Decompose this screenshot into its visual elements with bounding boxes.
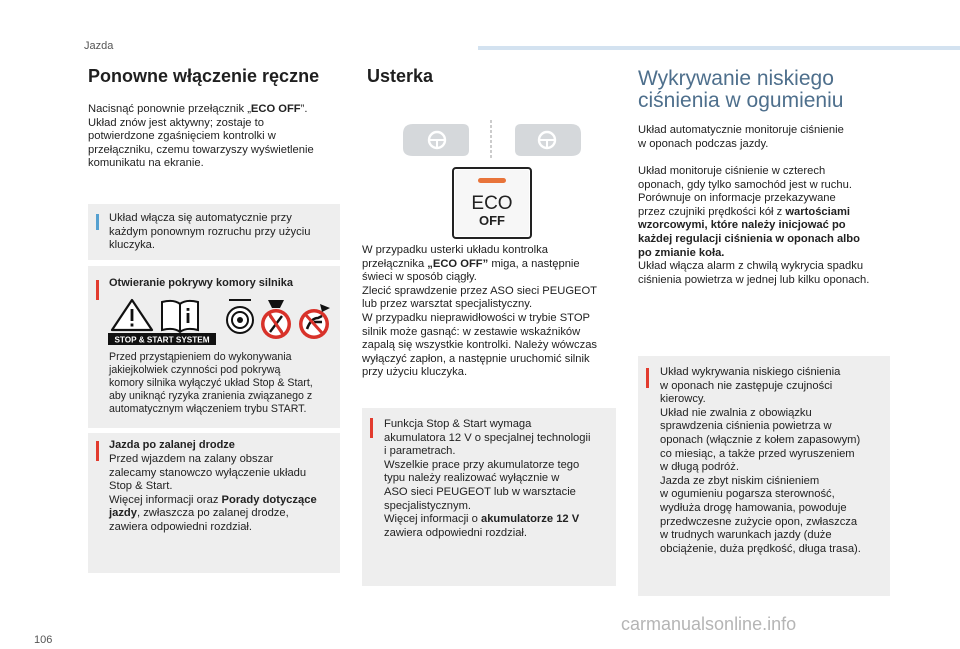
col3-title-line1: Wykrywanie niskiego bbox=[638, 67, 834, 90]
warning-icon bbox=[96, 280, 99, 300]
text-line: przez czujniki prędkości kół z wartościami bbox=[638, 205, 851, 218]
text-line: Układ nie zwalnia z obowiązku bbox=[660, 406, 812, 419]
col2-title: Usterka bbox=[367, 66, 434, 86]
col3-title bbox=[638, 68, 918, 112]
text-line: Przed przystąpieniem do wykonywania bbox=[109, 351, 292, 363]
bonnet-pictograms bbox=[108, 296, 334, 346]
text-line: jakiejkolwiek czynności pod pokrywą bbox=[109, 363, 281, 376]
text-line: Zlecić sprawdzenie przez ASO sieci PEUGEOT bbox=[362, 284, 598, 297]
text-line: ciśnienia powietrza w jednej lub kilku oponach. bbox=[638, 273, 870, 286]
stop-start-label: STOP & START SYSTEM bbox=[114, 335, 210, 345]
text-line: oponach, gdy tylko samochód jest w ruchu. bbox=[638, 178, 852, 191]
eco-lamp-indicator bbox=[478, 178, 506, 183]
text-line: przełączniku, czemu towarzyszy wyświetlenie bbox=[88, 143, 314, 156]
eco-off-button-figure bbox=[397, 120, 587, 240]
text-line: Nacisnąć ponownie przełącznik „ECO OFF”. bbox=[88, 103, 308, 115]
warning-icon bbox=[370, 418, 373, 438]
col3-p2 bbox=[638, 165, 908, 287]
text-line: przy użyciu kluczyka. bbox=[362, 366, 468, 379]
text-line: Układ znów jest aktywny; zostaje to bbox=[88, 116, 264, 129]
bonnet-warning-text bbox=[109, 351, 337, 416]
text-line: komory silnika wyłączyć układ Stop & Start, bbox=[109, 376, 313, 389]
page-number: 106 bbox=[34, 634, 53, 646]
col3-p1 bbox=[638, 124, 908, 151]
tyre-warning-text bbox=[660, 366, 888, 556]
col2-body bbox=[362, 244, 620, 380]
manual-book-icon bbox=[162, 301, 198, 332]
text-line: Układ włącza alarm z chwilą wykrycia spadku bbox=[638, 260, 864, 273]
no-hands-belt-icon bbox=[261, 300, 291, 339]
text-line: automatycznym włączeniem trybu START. bbox=[109, 402, 307, 415]
bonnet-warning-title: Otwieranie pokrywy komory silnika bbox=[109, 277, 294, 289]
text-line: przełącznika „ECO OFF” miga, a następnie bbox=[362, 257, 580, 270]
steering-wheel-icon-right bbox=[515, 124, 581, 156]
section-label: Jazda bbox=[84, 40, 114, 52]
steering-wheel-icon-left bbox=[403, 124, 469, 156]
text-line: akumulatora 12 V o specjalnej technologii bbox=[384, 431, 591, 444]
text-line: wzorcowymi, które należy inicjować po bbox=[638, 219, 846, 232]
text-line: wyłączyć zapłon, a następnie uruchomić silnik bbox=[362, 352, 590, 365]
text-line: Funkcja Stop & Start wymaga bbox=[384, 418, 532, 430]
col1-title: Ponowne włączenie ręczne bbox=[88, 66, 320, 86]
text-line: Przed wjazdem na zalany obszar bbox=[109, 453, 274, 465]
warning-icon bbox=[96, 441, 99, 461]
text-line: Stop & Start. bbox=[109, 480, 173, 493]
text-line: w oponach nie zastępuje czujności bbox=[660, 379, 833, 392]
info-note-box bbox=[88, 204, 340, 260]
col1-intro bbox=[88, 103, 348, 171]
text-line: każdej regulacji ciśnienia w oponach albo bbox=[638, 232, 860, 245]
battery-warning-box bbox=[362, 408, 616, 586]
battery-warning-text bbox=[384, 418, 614, 540]
eco-label: ECO bbox=[471, 193, 513, 214]
text-line: typu należy realizować wyłącznie w bbox=[384, 472, 560, 485]
text-line: silnik może gasnąć: w zestawie wskaźników bbox=[362, 325, 581, 338]
text-line: w oponach podczas jazdy. bbox=[638, 137, 769, 150]
warning-triangle-icon bbox=[112, 300, 152, 330]
bonnet-warning-box bbox=[88, 266, 340, 428]
text-line: jazdy, zwłaszcza po zalanej drodze, bbox=[109, 507, 289, 520]
off-label: OFF bbox=[479, 213, 505, 228]
tyre-warning-box bbox=[638, 356, 890, 596]
text-line: Więcej informacji o akumulatorze 12 V bbox=[384, 513, 580, 526]
flooded-road-warning-box bbox=[88, 433, 340, 573]
text-line: kluczyka. bbox=[109, 239, 156, 252]
text-line: zawiera odpowiedni rozdział. bbox=[109, 520, 253, 533]
text-line: Więcej informacji oraz Porady dotyczące bbox=[109, 493, 317, 506]
text-line: obciążenie, duża prędkość, długa trasa). bbox=[660, 542, 861, 555]
flooded-warning-text bbox=[109, 453, 337, 535]
text-line: ASO sieci PEUGEOT lub w warsztacie bbox=[384, 485, 576, 498]
text-line: i parametrach. bbox=[384, 445, 456, 458]
text-line: zawiera odpowiedni rozdział. bbox=[384, 526, 528, 539]
text-line: po zmianie koła. bbox=[638, 246, 725, 259]
text-line: co miesiąc, a także przed wyruszeniem bbox=[660, 447, 855, 460]
text-line: zalecamy stanowczo wyłączenie układu bbox=[109, 466, 307, 479]
warning-icon bbox=[646, 368, 649, 388]
flooded-warning-title: Jazda po zalanej drodze bbox=[109, 439, 235, 451]
text-line: Układ wykrywania niskiego ciśnienia bbox=[660, 366, 841, 378]
text-line: sprawdzenia ciśnienia powietrza w bbox=[660, 420, 832, 433]
text-line: każdym ponownym rozruchu przy użyciu bbox=[109, 225, 311, 238]
text-line: Wszelkie prace przy akumulatorze tego bbox=[384, 458, 580, 471]
text-line: Porównuje on informacje przekazywane bbox=[638, 192, 836, 205]
text-line: Jazda ze zbyt niskim ciśnieniem bbox=[660, 474, 820, 487]
col3-title-line2: ciśnienia w ogumieniu bbox=[638, 89, 844, 112]
text-line: wydłuża drogę hamowania, powoduje bbox=[660, 501, 847, 514]
fan-hazard-icon bbox=[227, 300, 253, 333]
text-line: kierowcy. bbox=[660, 393, 706, 406]
watermark: carmanualsonline.info bbox=[621, 614, 797, 634]
text-line: świeci w sposób ciągły. bbox=[362, 271, 477, 284]
text-line: aby uniknąć ryzyka zranienia związanego z bbox=[109, 389, 313, 402]
info-icon bbox=[96, 214, 99, 230]
text-line: przedwczesne zużycie opon, zwłaszcza bbox=[660, 515, 858, 528]
text-line: lub przez warsztat specjalistyczny. bbox=[362, 298, 533, 311]
text-line: Układ włącza się automatycznie przy bbox=[109, 212, 292, 224]
text-line: w ogumieniu pogarsza sterowność, bbox=[660, 488, 835, 501]
text-line: specjalistycznym. bbox=[384, 499, 472, 512]
text-line: Układ automatycznie monitoruje ciśnienie bbox=[638, 124, 844, 136]
text-line: W przypadku usterki układu kontrolka bbox=[362, 244, 548, 256]
text-line: w długą podróż. bbox=[660, 461, 739, 474]
header-bar bbox=[478, 46, 960, 50]
text-line: oponach (włącznie z kołem zapasowym) bbox=[660, 433, 861, 446]
text-line: w trudnych warunkach jazdy (duże bbox=[660, 529, 832, 542]
text-line: zapalą się wszystkie kontrolki. Należy wówczas bbox=[362, 339, 598, 352]
text-line: W przypadku nieprawidłowości w trybie STOP bbox=[362, 311, 590, 324]
text-line: komunikatu na ekranie. bbox=[88, 157, 204, 170]
info-note-text bbox=[109, 212, 335, 253]
text-line: Układ monitoruje ciśnienie w czterech bbox=[638, 165, 826, 177]
text-line: potwierdzone zgaśnięciem kontrolki w bbox=[88, 130, 276, 143]
no-hand-icon bbox=[299, 304, 330, 339]
